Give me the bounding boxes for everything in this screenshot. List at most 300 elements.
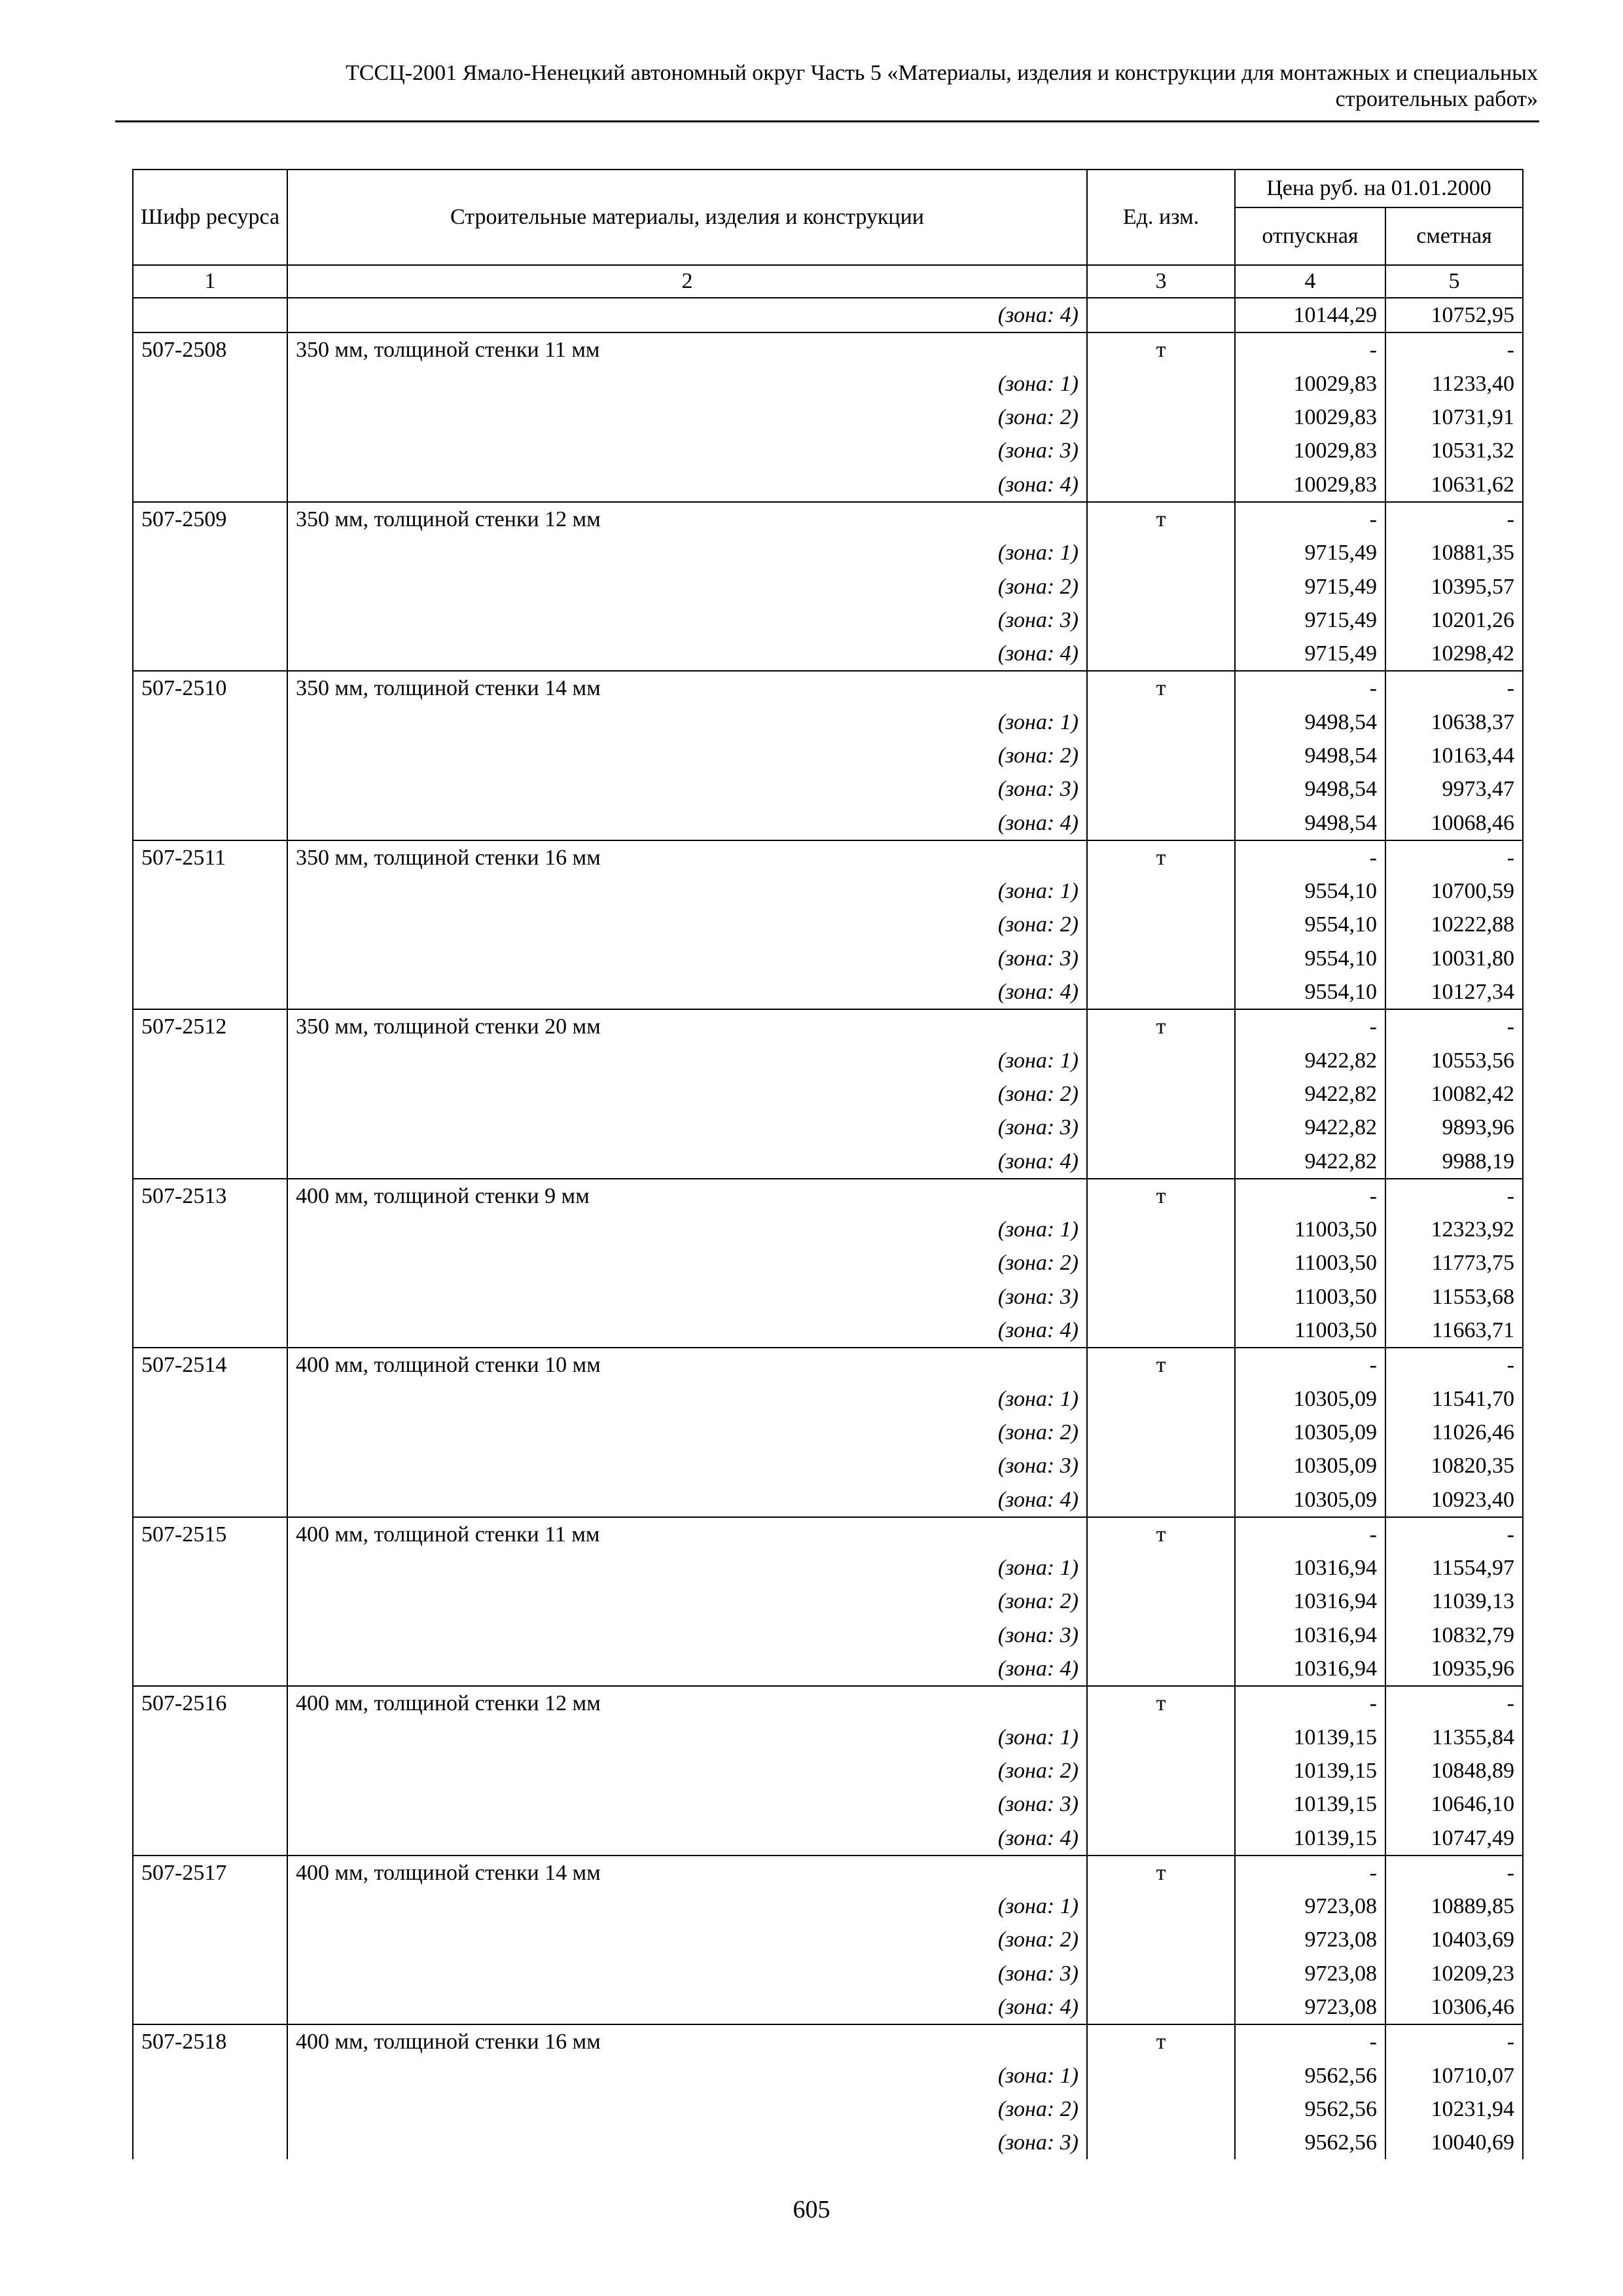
zone-label: (зона: 4) xyxy=(287,1990,1087,2024)
resource-code xyxy=(133,739,287,772)
release-price: 9554,10 xyxy=(1235,874,1385,908)
resource-code xyxy=(133,975,287,1009)
unit xyxy=(1087,467,1235,501)
zone-label: (зона: 3) xyxy=(287,2126,1087,2159)
table-row xyxy=(133,367,1523,401)
release-price: 9498,54 xyxy=(1235,806,1385,840)
zone-label: (зона: 2) xyxy=(287,1416,1087,1449)
unit xyxy=(1087,1280,1235,1314)
release-price: 10029,83 xyxy=(1235,434,1385,467)
zone-label: (зона: 2) xyxy=(287,569,1087,603)
estimate-price: - xyxy=(1385,332,1523,367)
unit xyxy=(1087,1787,1235,1821)
release-price: 10316,94 xyxy=(1235,1551,1385,1585)
release-price: 11003,50 xyxy=(1235,1246,1385,1280)
estimate-price: 10306,46 xyxy=(1385,1990,1523,2024)
release-price: 9715,49 xyxy=(1235,603,1385,637)
material-name: 350 мм, толщиной стенки 16 мм xyxy=(287,840,1087,874)
estimate-price: 10163,44 xyxy=(1385,739,1523,772)
price-table xyxy=(132,169,1524,2159)
unit xyxy=(1087,1551,1235,1585)
table-row xyxy=(133,603,1523,637)
zone-label: (зона: 4) xyxy=(287,1144,1087,1178)
table-row xyxy=(133,332,1523,367)
release-price: 9562,56 xyxy=(1235,2126,1385,2159)
material-name: 400 мм, толщиной стенки 10 мм xyxy=(287,1348,1087,1382)
unit: т xyxy=(1087,1686,1235,1720)
resource-code: 507-2512 xyxy=(133,1009,287,1043)
resource-code: 507-2516 xyxy=(133,1686,287,1720)
estimate-price: 11554,97 xyxy=(1385,1551,1523,1585)
estimate-price: 9988,19 xyxy=(1385,1144,1523,1178)
release-price: 9715,49 xyxy=(1235,569,1385,603)
release-price: - xyxy=(1235,1517,1385,1551)
table-row xyxy=(133,1246,1523,1280)
unit xyxy=(1087,1246,1235,1280)
estimate-price: 10889,85 xyxy=(1385,1890,1523,1923)
estimate-price: 11663,71 xyxy=(1385,1314,1523,1348)
resource-code xyxy=(133,1720,287,1753)
unit xyxy=(1087,975,1235,1009)
unit xyxy=(1087,1821,1235,1855)
release-price: 10144,29 xyxy=(1235,298,1385,332)
release-price: - xyxy=(1235,1009,1385,1043)
estimate-price: - xyxy=(1385,1009,1523,1043)
resource-code xyxy=(133,1449,287,1482)
release-price: 9422,82 xyxy=(1235,1144,1385,1178)
unit xyxy=(1087,1585,1235,1618)
table-row xyxy=(133,1348,1523,1382)
resource-code xyxy=(133,1213,287,1246)
resource-code: 507-2508 xyxy=(133,332,287,367)
zone-label: (зона: 1) xyxy=(287,1382,1087,1416)
unit xyxy=(1087,637,1235,671)
release-price: 10316,94 xyxy=(1235,1652,1385,1686)
column-number: 5 xyxy=(1385,265,1523,298)
material-name: 400 мм, толщиной стенки 9 мм xyxy=(287,1179,1087,1213)
unit xyxy=(1087,1213,1235,1246)
release-price: 9498,54 xyxy=(1235,739,1385,772)
unit xyxy=(1087,1720,1235,1753)
zone-label: (зона: 1) xyxy=(287,706,1087,739)
table-row xyxy=(133,671,1523,705)
unit xyxy=(1087,603,1235,637)
header-rule xyxy=(115,120,1539,122)
zone-label: (зона: 4) xyxy=(287,806,1087,840)
zone-label: (зона: 4) xyxy=(287,1314,1087,1348)
release-price: 10305,09 xyxy=(1235,1449,1385,1482)
unit: т xyxy=(1087,1009,1235,1043)
resource-code xyxy=(133,637,287,671)
zone-label: (зона: 2) xyxy=(287,908,1087,941)
unit xyxy=(1087,1111,1235,1144)
estimate-price: 10935,96 xyxy=(1385,1652,1523,1686)
estimate-price: 10553,56 xyxy=(1385,1044,1523,1077)
resource-code: 507-2517 xyxy=(133,1856,287,1890)
table-row xyxy=(133,2092,1523,2126)
resource-code xyxy=(133,536,287,569)
material-name: 400 мм, толщиной стенки 14 мм xyxy=(287,1856,1087,1890)
release-price: - xyxy=(1235,1686,1385,1720)
table-row xyxy=(133,1382,1523,1416)
release-price: 11003,50 xyxy=(1235,1314,1385,1348)
zone-label: (зона: 1) xyxy=(287,1720,1087,1753)
resource-code xyxy=(133,1077,287,1111)
zone-label: (зона: 3) xyxy=(287,772,1087,806)
release-price: 11003,50 xyxy=(1235,1213,1385,1246)
table-row xyxy=(133,1077,1523,1111)
estimate-price: 10201,26 xyxy=(1385,603,1523,637)
resource-code xyxy=(133,1314,287,1348)
resource-code xyxy=(133,1923,287,1956)
zone-label: (зона: 3) xyxy=(287,1619,1087,1652)
estimate-price: 11773,75 xyxy=(1385,1246,1523,1280)
release-price: 10316,94 xyxy=(1235,1619,1385,1652)
table-row xyxy=(133,1754,1523,1787)
zone-label: (зона: 1) xyxy=(287,536,1087,569)
resource-code xyxy=(133,1990,287,2024)
release-price: 9498,54 xyxy=(1235,772,1385,806)
resource-code xyxy=(133,569,287,603)
unit: т xyxy=(1087,2024,1235,2058)
zone-label: (зона: 2) xyxy=(287,401,1087,434)
table-row xyxy=(133,1416,1523,1449)
table-row xyxy=(133,1111,1523,1144)
table-row xyxy=(133,467,1523,501)
resource-code xyxy=(133,1144,287,1178)
release-price: 10305,09 xyxy=(1235,1482,1385,1516)
zone-label: (зона: 1) xyxy=(287,874,1087,908)
resource-code xyxy=(133,401,287,434)
estimate-price: 10700,59 xyxy=(1385,874,1523,908)
table-row xyxy=(133,1957,1523,1990)
release-price: 10139,15 xyxy=(1235,1821,1385,1855)
table-row xyxy=(133,1280,1523,1314)
header-code: Шифр ресурса xyxy=(133,170,287,265)
unit xyxy=(1087,1416,1235,1449)
estimate-price: 10752,95 xyxy=(1385,298,1523,332)
zone-label: (зона: 2) xyxy=(287,1923,1087,1956)
header-name: Строительные материалы, изделия и конструкции xyxy=(287,170,1087,265)
estimate-price: 10710,07 xyxy=(1385,2058,1523,2092)
table-row xyxy=(133,1856,1523,1890)
estimate-price: 10731,91 xyxy=(1385,401,1523,434)
estimate-price: 10747,49 xyxy=(1385,1821,1523,1855)
material-name: 350 мм, толщиной стенки 11 мм xyxy=(287,332,1087,367)
resource-code xyxy=(133,1890,287,1923)
resource-code xyxy=(133,1246,287,1280)
estimate-price: 10881,35 xyxy=(1385,536,1523,569)
unit xyxy=(1087,706,1235,739)
zone-label: (зона: 3) xyxy=(287,1280,1087,1314)
resource-code xyxy=(133,298,287,332)
unit xyxy=(1087,1923,1235,1956)
estimate-price: 10222,88 xyxy=(1385,908,1523,941)
estimate-price: 9973,47 xyxy=(1385,772,1523,806)
resource-code xyxy=(133,434,287,467)
estimate-price: - xyxy=(1385,671,1523,705)
release-price: 9562,56 xyxy=(1235,2092,1385,2126)
table-row xyxy=(133,536,1523,569)
header-unit: Ед. изм. xyxy=(1087,170,1235,265)
unit: т xyxy=(1087,1348,1235,1382)
zone-label: (зона: 1) xyxy=(287,1044,1087,1077)
estimate-price: 12323,92 xyxy=(1385,1213,1523,1246)
material-name: 350 мм, толщиной стенки 20 мм xyxy=(287,1009,1087,1043)
resource-code xyxy=(133,942,287,975)
resource-code xyxy=(133,1111,287,1144)
zone-label: (зона: 4) xyxy=(287,637,1087,671)
header-estimate-price: сметная xyxy=(1385,207,1523,265)
release-price: 10029,83 xyxy=(1235,401,1385,434)
zone-label: (зона: 1) xyxy=(287,1890,1087,1923)
table-row xyxy=(133,1652,1523,1686)
table-row xyxy=(133,1990,1523,2024)
table-row xyxy=(133,1482,1523,1516)
header-price-group: Цена руб. на 01.01.2000 xyxy=(1235,170,1523,207)
release-price: - xyxy=(1235,1856,1385,1890)
zone-label: (зона: 2) xyxy=(287,1077,1087,1111)
unit xyxy=(1087,908,1235,941)
table-row xyxy=(133,908,1523,941)
table-row xyxy=(133,502,1523,536)
release-price: 9715,49 xyxy=(1235,637,1385,671)
estimate-price: 10638,37 xyxy=(1385,706,1523,739)
table-row xyxy=(133,772,1523,806)
estimate-price: 10631,62 xyxy=(1385,467,1523,501)
zone-label: (зона: 1) xyxy=(287,1551,1087,1585)
release-price: 9422,82 xyxy=(1235,1111,1385,1144)
release-price: - xyxy=(1235,1179,1385,1213)
release-price: 9422,82 xyxy=(1235,1044,1385,1077)
resource-code: 507-2518 xyxy=(133,2024,287,2058)
release-price: - xyxy=(1235,671,1385,705)
unit xyxy=(1087,1754,1235,1787)
estimate-price: 10820,35 xyxy=(1385,1449,1523,1482)
running-header-line-2: строительных работ» xyxy=(1335,87,1538,111)
release-price: - xyxy=(1235,502,1385,536)
table-row xyxy=(133,298,1523,332)
estimate-price: 11553,68 xyxy=(1385,1280,1523,1314)
table-row xyxy=(133,401,1523,434)
estimate-price: 10923,40 xyxy=(1385,1482,1523,1516)
resource-code: 507-2510 xyxy=(133,671,287,705)
table-row xyxy=(133,2024,1523,2058)
unit xyxy=(1087,1382,1235,1416)
unit xyxy=(1087,536,1235,569)
zone-label: (зона: 4) xyxy=(287,467,1087,501)
estimate-price: 10127,34 xyxy=(1385,975,1523,1009)
release-price: 10316,94 xyxy=(1235,1585,1385,1618)
table-row xyxy=(133,806,1523,840)
zone-label: (зона: 2) xyxy=(287,739,1087,772)
estimate-price: - xyxy=(1385,1179,1523,1213)
table-row xyxy=(133,874,1523,908)
estimate-price: 10531,32 xyxy=(1385,434,1523,467)
table-row xyxy=(133,1585,1523,1618)
table-row xyxy=(133,1787,1523,1821)
zone-label: (зона: 3) xyxy=(287,1449,1087,1482)
material-name: 350 мм, толщиной стенки 14 мм xyxy=(287,671,1087,705)
estimate-price: 9893,96 xyxy=(1385,1111,1523,1144)
release-price: 9715,49 xyxy=(1235,536,1385,569)
release-price: 9498,54 xyxy=(1235,706,1385,739)
release-price: 9723,08 xyxy=(1235,1890,1385,1923)
table-row xyxy=(133,1009,1523,1043)
table-row xyxy=(133,1044,1523,1077)
unit xyxy=(1087,874,1235,908)
resource-code: 507-2515 xyxy=(133,1517,287,1551)
estimate-price: 10231,94 xyxy=(1385,2092,1523,2126)
page-number: 605 xyxy=(793,2196,830,2223)
running-header xyxy=(115,60,1538,113)
unit xyxy=(1087,1482,1235,1516)
column-number: 4 xyxy=(1235,265,1385,298)
table-row xyxy=(133,1144,1523,1178)
table-row xyxy=(133,706,1523,739)
table-row xyxy=(133,1314,1523,1348)
estimate-price: 10395,57 xyxy=(1385,569,1523,603)
running-header-line-1: ТССЦ-2001 Ямало-Ненецкий автономный округ Часть 5 «Материалы, изделия и конструкции для монтажных и специальных xyxy=(346,61,1538,85)
unit: т xyxy=(1087,332,1235,367)
table-row xyxy=(133,569,1523,603)
zone-label: (зона: 3) xyxy=(287,1787,1087,1821)
unit xyxy=(1087,1144,1235,1178)
estimate-price: - xyxy=(1385,1856,1523,1890)
resource-code: 507-2511 xyxy=(133,840,287,874)
table-row xyxy=(133,1821,1523,1855)
resource-code xyxy=(133,1551,287,1585)
estimate-price: 11026,46 xyxy=(1385,1416,1523,1449)
zone-label: (зона: 3) xyxy=(287,1111,1087,1144)
material-name: 400 мм, толщиной стенки 12 мм xyxy=(287,1686,1087,1720)
unit: т xyxy=(1087,840,1235,874)
resource-code xyxy=(133,367,287,401)
unit xyxy=(1087,1314,1235,1348)
estimate-price: - xyxy=(1385,1686,1523,1720)
zone-label: (зона: 2) xyxy=(287,1754,1087,1787)
zone-label: (зона: 1) xyxy=(287,367,1087,401)
estimate-price: 11541,70 xyxy=(1385,1382,1523,1416)
unit: т xyxy=(1087,1179,1235,1213)
release-price: 9723,08 xyxy=(1235,1990,1385,2024)
resource-code xyxy=(133,1280,287,1314)
table-row xyxy=(133,2126,1523,2159)
resource-code xyxy=(133,2092,287,2126)
estimate-price: 10298,42 xyxy=(1385,637,1523,671)
release-price: 10139,15 xyxy=(1235,1720,1385,1753)
resource-code xyxy=(133,1585,287,1618)
table-row xyxy=(133,434,1523,467)
unit xyxy=(1087,401,1235,434)
release-price: - xyxy=(1235,332,1385,367)
zone-label: (зона: 4) xyxy=(287,1821,1087,1855)
estimate-price: - xyxy=(1385,1517,1523,1551)
table-row xyxy=(133,1517,1523,1551)
unit xyxy=(1087,434,1235,467)
unit xyxy=(1087,2058,1235,2092)
resource-code xyxy=(133,772,287,806)
release-price: 10139,15 xyxy=(1235,1787,1385,1821)
estimate-price: 10209,23 xyxy=(1385,1957,1523,1990)
release-price: 9723,08 xyxy=(1235,1923,1385,1956)
release-price: 11003,50 xyxy=(1235,1280,1385,1314)
estimate-price: 10646,10 xyxy=(1385,1787,1523,1821)
resource-code xyxy=(133,1044,287,1077)
zone-label: (зона: 2) xyxy=(287,1585,1087,1618)
zone-label: (зона: 3) xyxy=(287,434,1087,467)
zone-label: (зона: 4) xyxy=(287,1482,1087,1516)
release-price: 9554,10 xyxy=(1235,908,1385,941)
unit xyxy=(1087,2092,1235,2126)
table-row xyxy=(133,1923,1523,1956)
column-number: 3 xyxy=(1087,265,1235,298)
zone-label: (зона: 4) xyxy=(287,298,1087,332)
resource-code: 507-2509 xyxy=(133,502,287,536)
material-name: 400 мм, толщиной стенки 16 мм xyxy=(287,2024,1087,2058)
unit xyxy=(1087,2126,1235,2159)
release-price: 9554,10 xyxy=(1235,942,1385,975)
table-row xyxy=(133,1720,1523,1753)
release-price: 10305,09 xyxy=(1235,1416,1385,1449)
resource-code xyxy=(133,706,287,739)
release-price: - xyxy=(1235,2024,1385,2058)
unit xyxy=(1087,1449,1235,1482)
unit: т xyxy=(1087,502,1235,536)
zone-label: (зона: 4) xyxy=(287,1652,1087,1686)
unit: т xyxy=(1087,671,1235,705)
table-row xyxy=(133,1890,1523,1923)
zone-label: (зона: 2) xyxy=(287,1246,1087,1280)
table-row xyxy=(133,2058,1523,2092)
release-price: 10029,83 xyxy=(1235,367,1385,401)
price-table-body xyxy=(133,298,1523,2159)
resource-code xyxy=(133,1482,287,1516)
resource-code xyxy=(133,1787,287,1821)
zone-label: (зона: 2) xyxy=(287,2092,1087,2126)
unit xyxy=(1087,367,1235,401)
unit xyxy=(1087,1957,1235,1990)
zone-label: (зона: 1) xyxy=(287,1213,1087,1246)
table-row xyxy=(133,1179,1523,1213)
estimate-price: 10031,80 xyxy=(1385,942,1523,975)
unit xyxy=(1087,1990,1235,2024)
estimate-price: - xyxy=(1385,2024,1523,2058)
unit xyxy=(1087,772,1235,806)
estimate-price: 10082,42 xyxy=(1385,1077,1523,1111)
unit: т xyxy=(1087,1856,1235,1890)
release-price: - xyxy=(1235,840,1385,874)
resource-code xyxy=(133,1821,287,1855)
unit xyxy=(1087,1652,1235,1686)
estimate-price: - xyxy=(1385,502,1523,536)
unit xyxy=(1087,1890,1235,1923)
header-release-price: отпускная xyxy=(1235,207,1385,265)
release-price: 9562,56 xyxy=(1235,2058,1385,2092)
resource-code xyxy=(133,467,287,501)
column-number: 1 xyxy=(133,265,287,298)
column-number: 2 xyxy=(287,265,1087,298)
release-price: - xyxy=(1235,1348,1385,1382)
table-row xyxy=(133,1551,1523,1585)
estimate-price: 11233,40 xyxy=(1385,367,1523,401)
table-row xyxy=(133,1686,1523,1720)
zone-label: (зона: 3) xyxy=(287,942,1087,975)
material-name: 400 мм, толщиной стенки 11 мм xyxy=(287,1517,1087,1551)
resource-code xyxy=(133,1619,287,1652)
table-row xyxy=(133,942,1523,975)
table-row xyxy=(133,840,1523,874)
